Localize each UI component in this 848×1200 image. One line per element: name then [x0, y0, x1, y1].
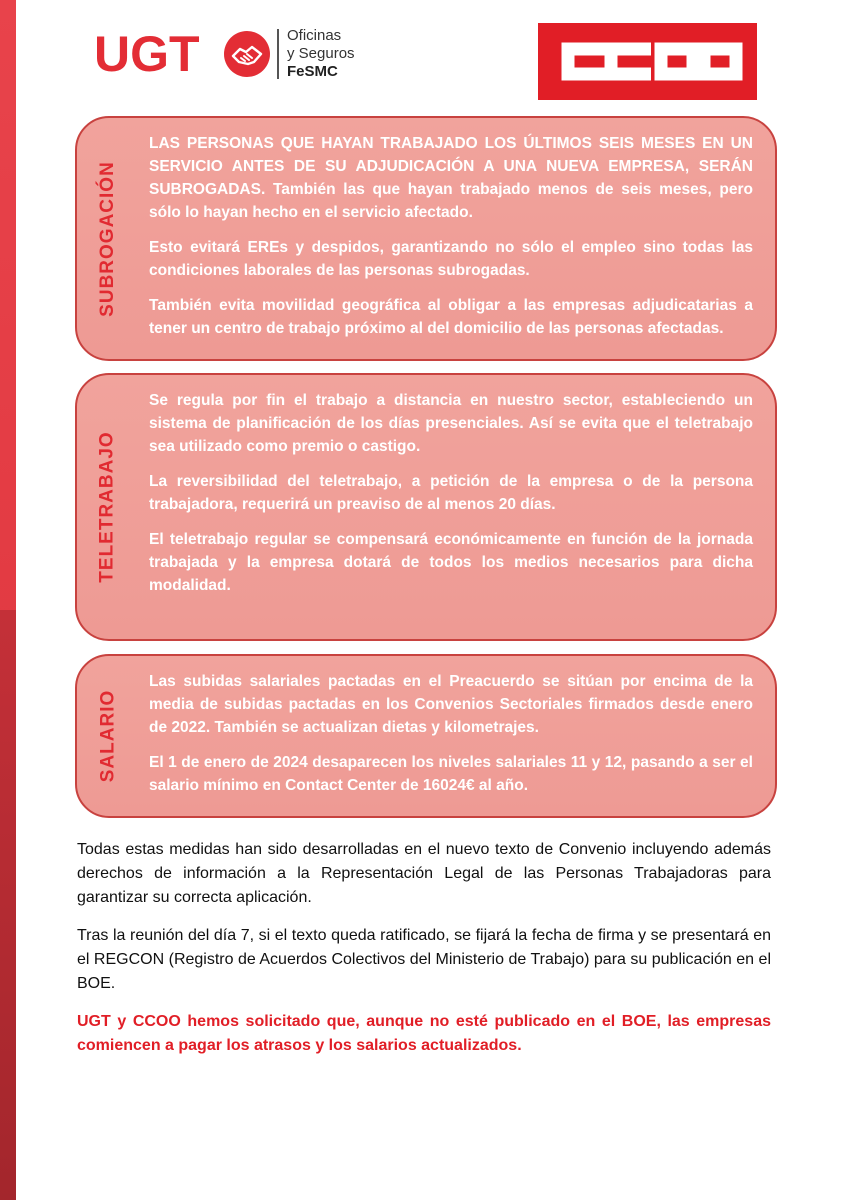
panel-text-teletrabajo: [149, 389, 753, 609]
panel-text-salario: [149, 670, 753, 809]
panel-paragraph: Esto evitará EREs y despidos, garantizando no sólo el empleo sino todas las condiciones laborales de las personas subrogadas.: [149, 239, 753, 279]
panel-text-subrogacion: [149, 132, 753, 352]
ugt-logo-word: UGT: [94, 26, 200, 82]
ugt-sub-line3: FeSMC: [287, 63, 338, 80]
body-paragraph-highlight: UGT y CCOO hemos solicitado que, aunque no esté publicado en el BOE, las empresas comiencen a pagar los atrasos y los salarios actualizados.: [77, 1013, 771, 1054]
panel-label-subrogacion: SUBROGACIÓN: [97, 160, 118, 317]
panel-paragraph: El 1 de enero de 2024 desaparecen los niveles salariales 11 y 12, pasando a ser el salario mínimo en Contact Center de 16024€ al año.: [149, 754, 753, 794]
panel-label-teletrabajo: TELETRABAJO: [97, 431, 118, 583]
ccoo-logo: [538, 23, 757, 100]
left-dark-stripe: [0, 610, 16, 1200]
ugt-logo-divider: [277, 29, 279, 79]
panel-subrogacion: [75, 116, 777, 361]
ugt-sub-line2: y Seguros: [287, 45, 355, 62]
panel-salario: [75, 654, 777, 818]
handshake-icon: [224, 31, 270, 77]
panel-paragraph: La reversibilidad del teletrabajo, a petición de la empresa o de la persona trabajadora, requerirá un preaviso de al menos 20 días.: [149, 473, 753, 513]
ugt-sub-line1: Oficinas: [287, 27, 342, 44]
ugt-logo-subtitle: [287, 27, 355, 81]
panel-label-salario: SALARIO: [97, 689, 118, 783]
panel-paragraph: LAS PERSONAS QUE HAYAN TRABAJADO LOS ÚLTIMOS SEIS MESES EN UN SERVICIO ANTES DE SU ADJUDICACIÓN A UNA NUEVA EMPRESA, SERÁN SUBROGADAS. También las que hayan trabajado menos de seis meses, pero sólo lo hayan hecho en el servicio afectado.: [149, 135, 753, 221]
panel-teletrabajo: [75, 373, 777, 641]
panel-paragraph: El teletrabajo regular se compensará económicamente en función de la jornada trabajada y la empresa dotará de todos los medios necesarios para dicha modalidad.: [149, 531, 753, 594]
body-text: [77, 838, 771, 1072]
body-paragraph: Todas estas medidas han sido desarrolladas en el nuevo texto de Convenio incluyendo además derechos de información a la Representación Legal de las Personas Trabajadoras para garantizar su correcta aplicación.: [77, 841, 771, 906]
body-paragraph: Tras la reunión del día 7, si el texto queda ratificado, se fijará la fecha de firma y se presentará en el REGCON (Registro de Acuerdos Colectivos del Ministerio de Trabajo) para su publicación en el BOE.: [77, 927, 771, 992]
panel-paragraph: También evita movilidad geográfica al obligar a las empresas adjudicatarias a tener un centro de trabajo próximo al del domicilio de las personas afectadas.: [149, 297, 753, 337]
panel-paragraph: Se regula por fin el trabajo a distancia en nuestro sector, estableciendo un sistema de planificación de los días presenciales. Así se evita que el teletrabajo sea utilizado como premio o castigo.: [149, 392, 753, 455]
panel-paragraph: Las subidas salariales pactadas en el Preacuerdo se sitúan por encima de la media de subidas pactadas en los Convenios Sectoriales firmados desde enero de 2022. También se actualizan dietas y kilometrajes.: [149, 673, 753, 736]
